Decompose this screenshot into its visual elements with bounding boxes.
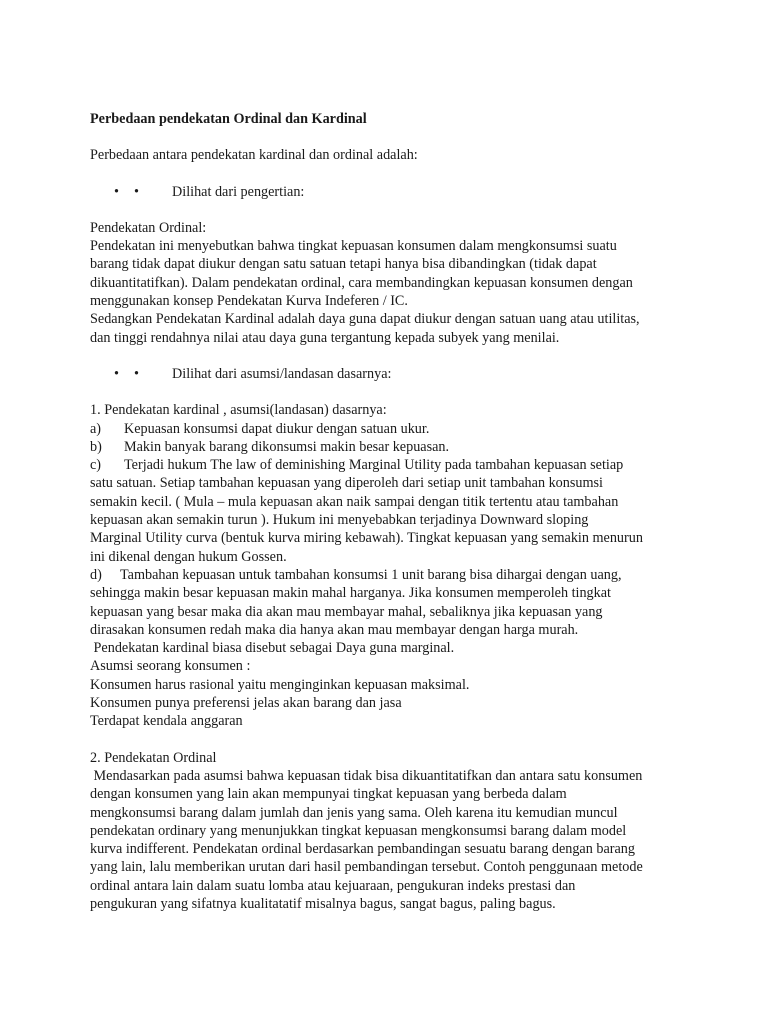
- list-item-c-line: kepuasan akan semakin turun ). Hukum ini menyebabkan terjadinya Downward sloping: [90, 512, 589, 529]
- ordinal-line: menggunakan konsep Pendekatan Kurva Indeferen / IC.: [90, 293, 408, 310]
- list-item-c: [90, 456, 690, 474]
- ordinal2-heading: 2. Pendekatan Ordinal: [90, 749, 217, 766]
- ordinal2-line: yang lain, lalu memberikan urutan dari hasil pembandingan tersebut. Contoh penggunaan metode: [90, 859, 643, 876]
- kardinal-heading: 1. Pendekatan kardinal , asumsi(landasan) dasarnya:: [90, 402, 387, 419]
- ordinal2-line: dengan konsumen yang lain akan mempunyai tingkat kepuasan yang berbeda dalam: [90, 786, 567, 803]
- bullet-text: Dilihat dari asumsi/landasan dasarnya:: [172, 365, 392, 382]
- list-item-c-line: Marginal Utility curva (bentuk kurva miring kebawah). Tingkat kepuasan yang semakin menurun: [90, 530, 643, 547]
- list-item-c-line: semakin kecil. ( Mula – mula kepuasan akan naik sampai dengan titik tertentu atau tambahan: [90, 493, 619, 510]
- list-text: Tambahan kepuasan untuk tambahan konsumsi 1 unit barang bisa dihargai dengan uang,: [120, 566, 622, 583]
- ordinal-line: dikuantitatifkan). Dalam pendekatan ordinal, cara membandingkan kepuasan konsumen dengan: [90, 274, 633, 291]
- bullet-icon: •: [114, 365, 119, 382]
- ordinal2-line: Mendasarkan pada asumsi bahwa kepuasan tidak bisa dikuantitatifkan dan antara satu konsumen: [90, 767, 643, 784]
- list-label: d): [90, 566, 102, 583]
- document-page: [90, 110, 690, 913]
- list-item-a: [90, 420, 690, 438]
- kardinal-definition-line: dan tinggi rendahnya nilai atau daya guna tergantung kepada subyek yang menilai.: [90, 329, 560, 346]
- ordinal2-line: pengukuran yang sifatnya kualitatatif misalnya bagus, sangat bagus, paling bagus.: [90, 895, 556, 912]
- list-item-b: [90, 438, 690, 456]
- asumsi-heading: Asumsi seorang konsumen :: [90, 658, 251, 675]
- list-item-c-line: satu satuan. Setiap tambahan kepuasan yang diperoleh dari setiap unit tambahan konsumsi: [90, 475, 603, 492]
- list-label: c): [90, 457, 102, 474]
- ordinal2-line: ordinal antara lain dalam suatu lomba atau kejuaraan, pengukuran indeks prestasi dan: [90, 877, 576, 894]
- bullet-icon: •: [134, 365, 139, 382]
- list-item-c-line: ini dikenal dengan hukum Gossen.: [90, 548, 287, 565]
- bullet-item-definition: [90, 183, 690, 201]
- document-title: Perbedaan pendekatan Ordinal dan Kardinal: [90, 111, 367, 127]
- ordinal-line: Pendekatan ini menyebutkan bahwa tingkat kepuasan konsumen dalam mengkonsumsi suatu: [90, 238, 617, 255]
- ordinal2-line: mengkonsumsi barang dalam jumlah dan jenis yang sama. Oleh karena itu kemudian muncul: [90, 804, 618, 821]
- list-item-d-line: sehingga makin besar kepuasan makin mahal harganya. Jika konsumen memperoleh tingkat: [90, 585, 611, 602]
- bullet-icon: •: [134, 183, 139, 200]
- ordinal2-line: pendekatan ordinary yang menunjukkan tingkat kepuasan mengkonsumsi barang dalam model: [90, 822, 627, 839]
- ordinal-line: barang tidak dapat diukur dengan satu satuan tetapi hanya bisa dibandingkan (tidak dapat: [90, 256, 597, 273]
- list-item-d: [90, 566, 690, 584]
- list-label: b): [90, 438, 102, 455]
- list-item-d-line: kepuasan yang besar maka dia akan mau membayar mahal, sebaliknya jika kepuasan yang: [90, 603, 603, 620]
- ordinal2-line: kurva indifferent. Pendekatan ordinal berdasarkan pembandingan sesuatu barang dengan barang: [90, 841, 635, 858]
- asumsi-item: Terdapat kendala anggaran: [90, 713, 243, 730]
- list-item-d-line: dirasakan konsumen redah maka dia hanya akan mau membayar dengan harga murah.: [90, 621, 579, 638]
- bullet-item-assumption: [90, 365, 690, 383]
- intro-paragraph: Perbedaan antara pendekatan kardinal dan ordinal adalah:: [90, 147, 418, 164]
- list-text: Kepuasan konsumsi dapat diukur dengan satuan ukur.: [124, 420, 430, 437]
- bullet-icon: •: [114, 183, 119, 200]
- list-label: a): [90, 420, 102, 437]
- list-text: Makin banyak barang dikonsumsi makin besar kepuasan.: [124, 438, 450, 455]
- bullet-text: Dilihat dari pengertian:: [172, 183, 305, 200]
- marginal-utility-line: Pendekatan kardinal biasa disebut sebagai Daya guna marginal.: [90, 640, 455, 657]
- kardinal-definition-line: Sedangkan Pendekatan Kardinal adalah daya guna dapat diukur dengan satuan uang atau utilitas,: [90, 311, 640, 328]
- list-text: Terjadi hukum The law of deminishing Marginal Utility pada tambahan kepuasan setiap: [124, 457, 624, 474]
- asumsi-item: Konsumen punya preferensi jelas akan barang dan jasa: [90, 695, 402, 712]
- ordinal-heading: Pendekatan Ordinal:: [90, 219, 207, 236]
- asumsi-item: Konsumen harus rasional yaitu menginginkan kepuasan maksimal.: [90, 676, 470, 693]
